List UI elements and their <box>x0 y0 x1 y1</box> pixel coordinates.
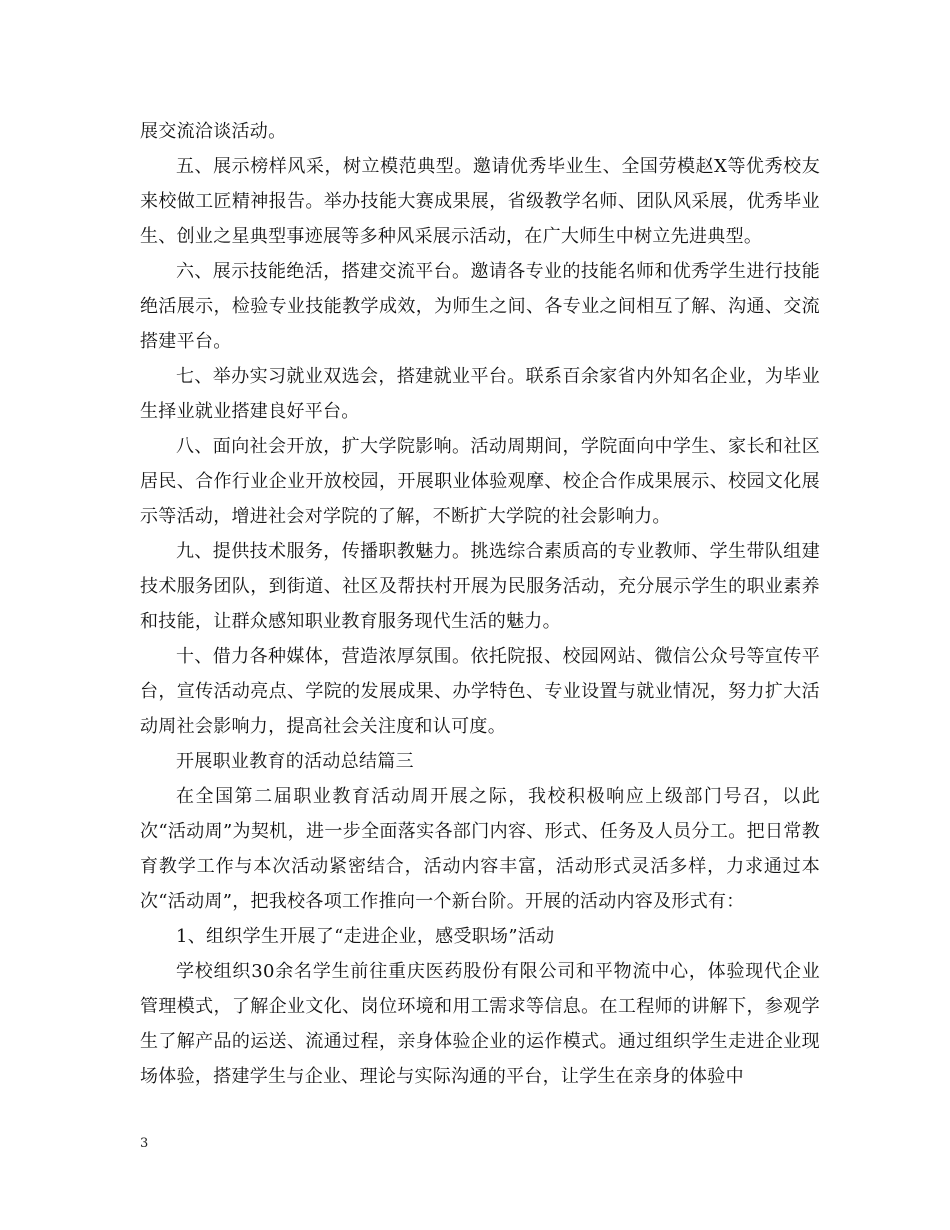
paragraph-item-7: 七、举办实习就业双选会，搭建就业平台。联系百余家省内外知名企业，为毕业生择业就业搭建良好平台。 <box>140 366 820 422</box>
paragraph-item-5: 五、展示榜样风采，树立模范典型。邀请优秀毕业生、全国劳模赵X等优秀校友来校做工匠精神报告。举办技能大赛成果展，省级教学名师、团队风采展，优秀毕业生、创业之星典型事迹展等多种风采展示活动，在广大师生中树立先进典型。 <box>140 156 820 247</box>
page-number: 3 <box>140 1136 149 1151</box>
subsection-heading: 1、组织学生开展了“走进企业，感受职场”活动 <box>176 926 555 947</box>
paragraph-continuation: 展交流洽谈活动。 <box>140 121 287 142</box>
paragraph-activity-description: 学校组织30余名学生前往重庆医药股份有限公司和平物流中心，体验现代企业管理模式，了解企业文化、岗位环境和用工需求等信息。在工程师的讲解下，参观学生了解产品的运送、流通过程，亲身体验企业的运作模式。通过组织学生走进企业现场体验，搭建学生与企业、理论与实际沟通的平台，让学生在亲身的体验中 <box>140 961 820 1087</box>
document-body <box>140 114 820 1094</box>
paragraph-item-9: 九、提供技术服务，传播职教魅力。挑选综合素质高的专业教师、学生带队组建技术服务团队，到街道、社区及帮扶村开展为民服务活动，充分展示学生的职业素养和技能，让群众感知职业教育服务现代生活的魅力。 <box>140 541 820 632</box>
section-heading: 开展职业教育的活动总结篇三 <box>176 751 414 772</box>
paragraph-item-6: 六、展示技能绝活，搭建交流平台。邀请各专业的技能名师和优秀学生进行技能绝活展示，检验专业技能教学成效，为师生之间、各专业之间相互了解、沟通、交流搭建平台。 <box>140 261 820 352</box>
paragraph-intro: 在全国第二届职业教育活动周开展之际，我校积极响应上级部门号召，以此次“活动周”为契机，进一步全面落实各部门内容、形式、任务及人员分工。把日常教育教学工作与本次活动紧密结合，活动内容丰富，活动形式灵活多样，力求通过本次“活动周”，把我校各项工作推向一个新台阶。开展的活动内容及形式有： <box>140 786 820 912</box>
paragraph-item-10: 十、借力各种媒体，营造浓厚氛围。依托院报、校园网站、微信公众号等宣传平台，宣传活动亮点、学院的发展成果、办学特色、专业设置与就业情况，努力扩大活动周社会影响力，提高社会关注度和认可度。 <box>140 646 820 737</box>
paragraph-item-8: 八、面向社会开放，扩大学院影响。活动周期间，学院面向中学生、家长和社区居民、合作行业企业开放校园，开展职业体验观摩、校企合作成果展示、校园文化展示等活动，增进社会对学院的了解，不断扩大学院的社会影响力。 <box>140 436 820 527</box>
